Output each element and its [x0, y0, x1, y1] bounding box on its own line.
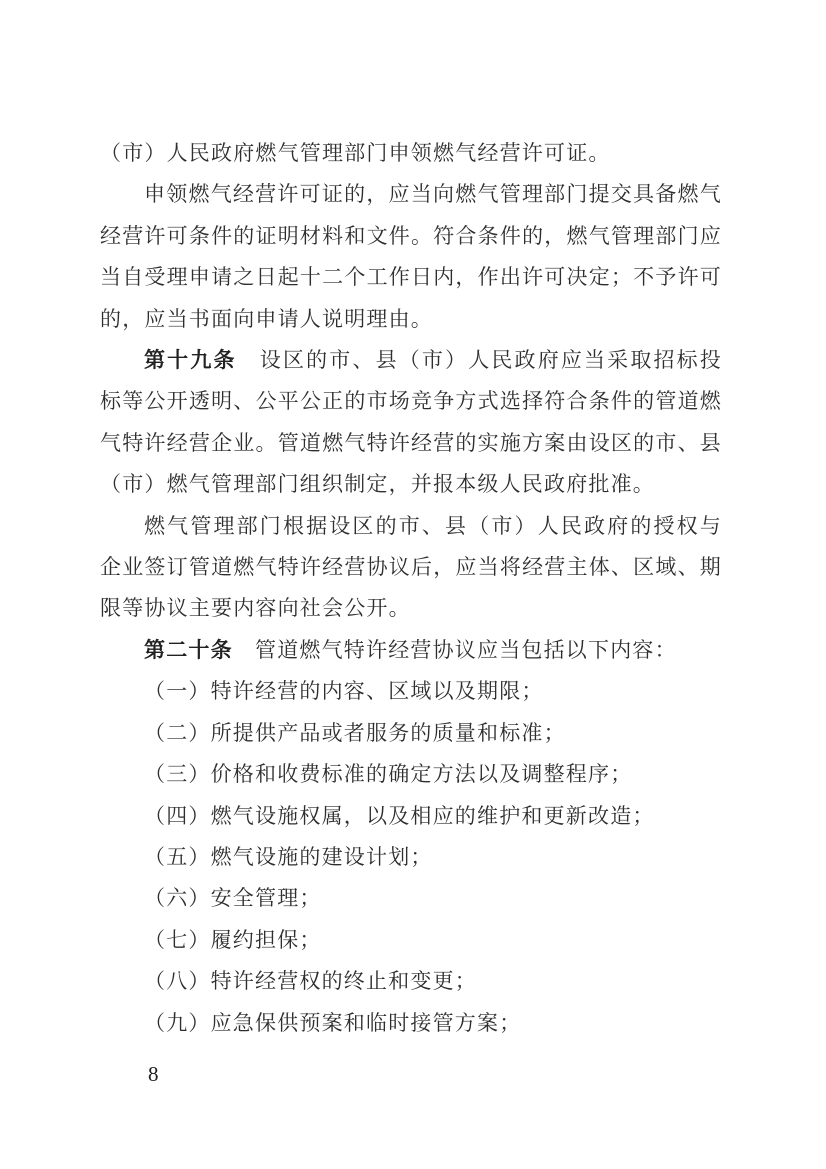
text-line	[100, 464, 722, 505]
text-line	[100, 133, 722, 174]
text-line	[100, 920, 722, 961]
text-line	[100, 216, 722, 257]
text-segment: （七）履约担保；	[144, 927, 322, 952]
text-segment: 企业签订管道燃气特许经营协议后，应当将经营主体、区域、期	[100, 555, 722, 580]
text-segment: （五）燃气设施的建设计划；	[144, 844, 433, 869]
text-line	[100, 796, 722, 837]
page-number: 8	[148, 1062, 159, 1086]
text-line	[100, 506, 722, 547]
text-segment: 设区的市、县（市）人民政府应当采取招标投	[236, 348, 722, 373]
article-number: 第二十条	[144, 638, 233, 662]
text-segment: （九）应急保供预案和临时接管方案；	[144, 1010, 522, 1035]
text-line	[100, 630, 722, 671]
text-line	[100, 671, 722, 712]
text-segment: 管道燃气特许经营协议应当包括以下内容：	[232, 637, 677, 662]
text-segment: （八）特许经营权的终止和变更；	[144, 969, 477, 994]
text-line	[100, 423, 722, 464]
text-line	[100, 174, 722, 215]
text-segment: 申领燃气经营许可证的，应当向燃气管理部门提交具备燃气	[144, 182, 722, 207]
text-line	[100, 299, 722, 340]
text-line	[100, 754, 722, 795]
text-line	[100, 257, 722, 298]
text-line	[100, 588, 722, 629]
text-line	[100, 713, 722, 754]
text-line	[100, 961, 722, 1002]
text-line	[100, 1003, 722, 1044]
text-segment: （三）价格和收费标准的确定方法以及调整程序；	[144, 762, 633, 787]
text-segment: 当自受理申请之日起十二个工作日内，作出许可决定；不予许可	[100, 265, 722, 290]
article-number: 第十九条	[144, 349, 237, 373]
text-segment: 的，应当书面向申请人说明理由。	[100, 306, 433, 331]
text-segment: （四）燃气设施权属，以及相应的维护和更新改造；	[144, 803, 655, 828]
text-segment: 标等公开透明、公平公正的市场竞争方式选择符合条件的管道燃	[100, 389, 722, 414]
document-lines	[100, 133, 722, 1044]
text-line	[100, 340, 722, 381]
text-line	[100, 837, 722, 878]
text-segment: （六）安全管理；	[144, 886, 322, 911]
text-segment: 限等协议主要内容向社会公开。	[100, 596, 411, 621]
text-line	[100, 381, 722, 422]
text-segment: （一）特许经营的内容、区域以及期限；	[144, 679, 544, 704]
text-line	[100, 547, 722, 588]
text-segment: 燃气管理部门根据设区的市、县（市）人民政府的授权与	[144, 513, 722, 538]
text-segment: 气特许经营企业。管道燃气特许经营的实施方案由设区的市、县	[100, 430, 722, 455]
text-line	[100, 878, 722, 919]
text-segment: （市）燃气管理部门组织制定，并报本级人民政府批准。	[100, 472, 655, 497]
text-segment: （市）人民政府燃气管理部门申领燃气经营许可证。	[100, 141, 611, 165]
text-segment: （二）所提供产品或者服务的质量和标准；	[144, 720, 566, 745]
text-segment: 经营许可条件的证明材料和文件。符合条件的，燃气管理部门应	[100, 223, 722, 248]
